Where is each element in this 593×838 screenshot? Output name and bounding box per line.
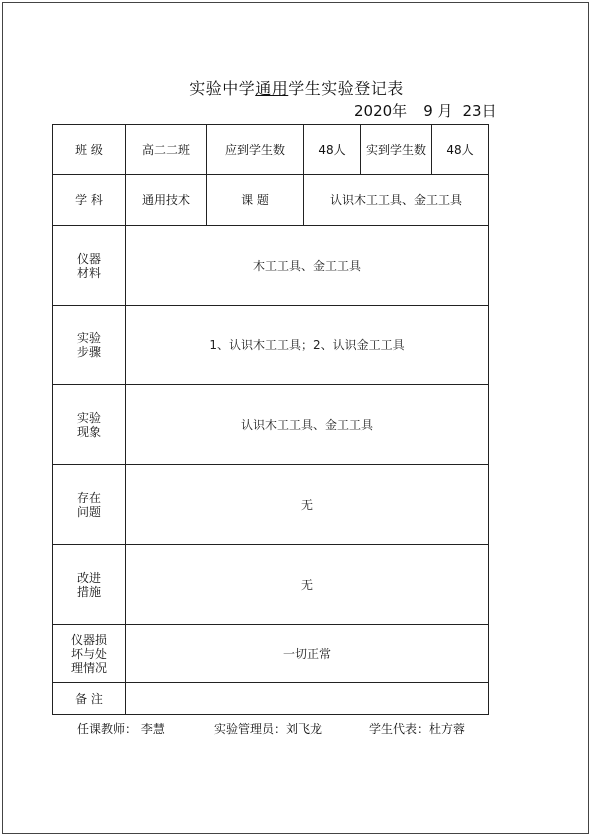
phenomenon-label: 实验现象: [76, 410, 101, 439]
class-value: 高二二班: [126, 125, 207, 175]
improve-label: 改进措施: [76, 570, 101, 599]
subject-value: 通用技术: [126, 175, 207, 226]
subject-row: [53, 175, 489, 226]
materials-label: 仪器材料: [76, 251, 101, 280]
remarks-label: 备 注: [53, 683, 126, 715]
steps-value: 1、认识木工工具；2、认识金工工具: [126, 306, 489, 385]
date-month: 9 月: [423, 102, 453, 120]
problems-label: 存在问题: [76, 490, 101, 519]
student-rep-signature: 学生代表：杜方蓉: [369, 722, 466, 736]
title-prefix: 实验中学: [189, 79, 256, 98]
problems-row: [53, 465, 489, 545]
improve-row: [53, 545, 489, 625]
damage-value: 一切正常: [126, 625, 489, 683]
date-line: [340, 100, 497, 122]
expected-label: 应到学生数: [207, 125, 304, 175]
topic-value: 认识木工工具、金工工具: [304, 175, 489, 226]
topic-label: 课 题: [207, 175, 304, 226]
actual-value: 48人: [432, 125, 489, 175]
date-day: 23日: [462, 102, 497, 120]
damage-label: 仪器损坏与处理情况: [70, 632, 107, 675]
class-row: [53, 125, 489, 175]
improve-value: 无: [126, 545, 489, 625]
steps-row: [53, 306, 489, 385]
remarks-value: [126, 683, 489, 715]
expected-value: 48人: [304, 125, 361, 175]
phenomenon-row: [53, 385, 489, 465]
remarks-row: [53, 683, 489, 715]
damage-row: [53, 625, 489, 683]
problems-value: 无: [126, 465, 489, 545]
subject-label: 学 科: [53, 175, 126, 226]
page-title: [0, 76, 593, 99]
materials-value: 木工工具、金工工具: [126, 226, 489, 306]
manager-signature: 实验管理员：刘飞龙: [214, 722, 323, 736]
teacher-signature: 任课教师： 李慧: [77, 722, 165, 736]
materials-row: [53, 226, 489, 306]
title-underlined: 通用: [255, 79, 289, 98]
title-suffix: 学生实验登记表: [288, 79, 404, 98]
steps-label: 实验步骤: [76, 331, 101, 359]
class-label: 班 级: [53, 125, 126, 175]
registration-table: [52, 124, 489, 715]
actual-label: 实到学生数: [361, 125, 432, 175]
date-year: 2020年: [354, 102, 408, 120]
phenomenon-value: 认识木工工具、金工工具: [126, 385, 489, 465]
